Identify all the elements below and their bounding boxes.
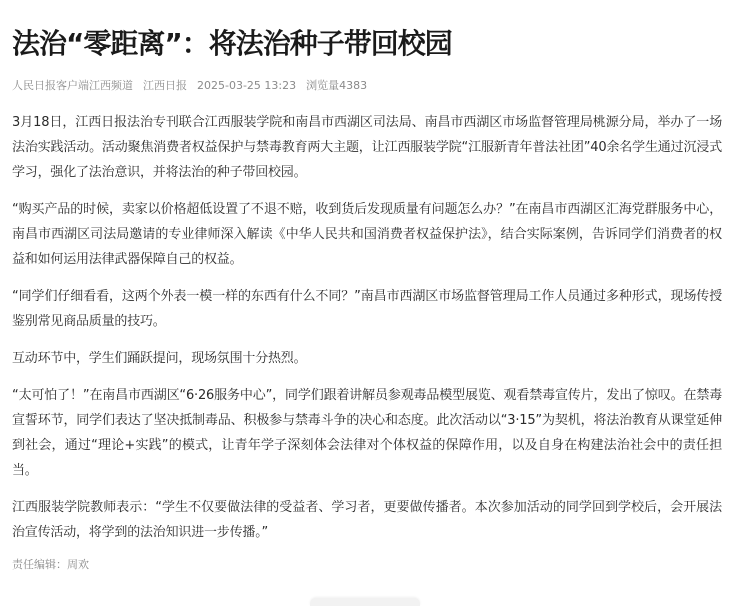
article-paragraph: “太可怕了！”在南昌市西湖区“6·26服务中心”，同学们跟着讲解员参观毒品模型展览、观看禁毒宣传片，发出了惊叹。在禁毒宣誓环节，同学们表达了坚决抵制毒品、积极参与禁毒斗争的决心和态度。此次活动以“3·15”为契机，将法治教育从课堂延伸到社会，通过“理论+实践”的模式，让青年学子深刻体会法律对个体权益的保障作用，以及自身在构建法治社会中的责任担当。	[12, 388, 722, 478]
article-paragraph: “同学们仔细看看，这两个外表一模一样的东西有什么不同？”南昌市西湖区市场监督管理局工作人员通过多种形式，现场传授鉴别常见商品质量的技巧。	[12, 289, 722, 329]
article-title: 法治“零距离”：将法治种子带回校园	[12, 27, 452, 60]
article-paragraph: 互动环节中，学生们踊跃提问，现场氛围十分热烈。	[12, 351, 307, 366]
article-meta	[12, 78, 722, 94]
article-author: 江西日报	[143, 79, 187, 92]
bottom-bar-tab[interactable]	[310, 598, 420, 606]
article	[12, 22, 722, 573]
article-paragraph: 3月18日，江西日报法治专刊联合江西服装学院和南昌市西湖区司法局、南昌市西湖区市场监督管理局桃源分局，举办了一场法治实践活动。活动聚焦消费者权益保护与禁毒教育两大主题，让江西服装学院“江服新青年普法社团”40余名学生通过沉浸式学习，强化了法治意识，并将法治的种子带回校园。	[12, 115, 722, 180]
article-datetime: 2025-03-25 13:23	[197, 79, 297, 92]
article-paragraph: “购买产品的时候，卖家以价格超低设置了不退不赔，收到货后发现质量有问题怎么办？”在南昌市西湖区汇海党群服务中心，南昌市西湖区司法局邀请的专业律师深入解读《中华人民共和国消费者权益保护法》，结合实际案例，告诉同学们消费者的权益和如何运用法律武器保障自己的权益。	[12, 202, 722, 267]
article-source[interactable]: 人民日报客户端江西频道	[12, 79, 133, 92]
article-body	[12, 110, 722, 545]
article-paragraph: 江西服装学院教师表示：“学生不仅要做法律的受益者、学习者，更要做传播者。本次参加活动的同学回到学校后，会开展法治宣传活动，将学到的法治知识进一步传播。”	[12, 500, 722, 540]
article-editor: 责任编辑：周欢	[12, 558, 89, 571]
article-views: 浏览量4383	[306, 79, 368, 92]
